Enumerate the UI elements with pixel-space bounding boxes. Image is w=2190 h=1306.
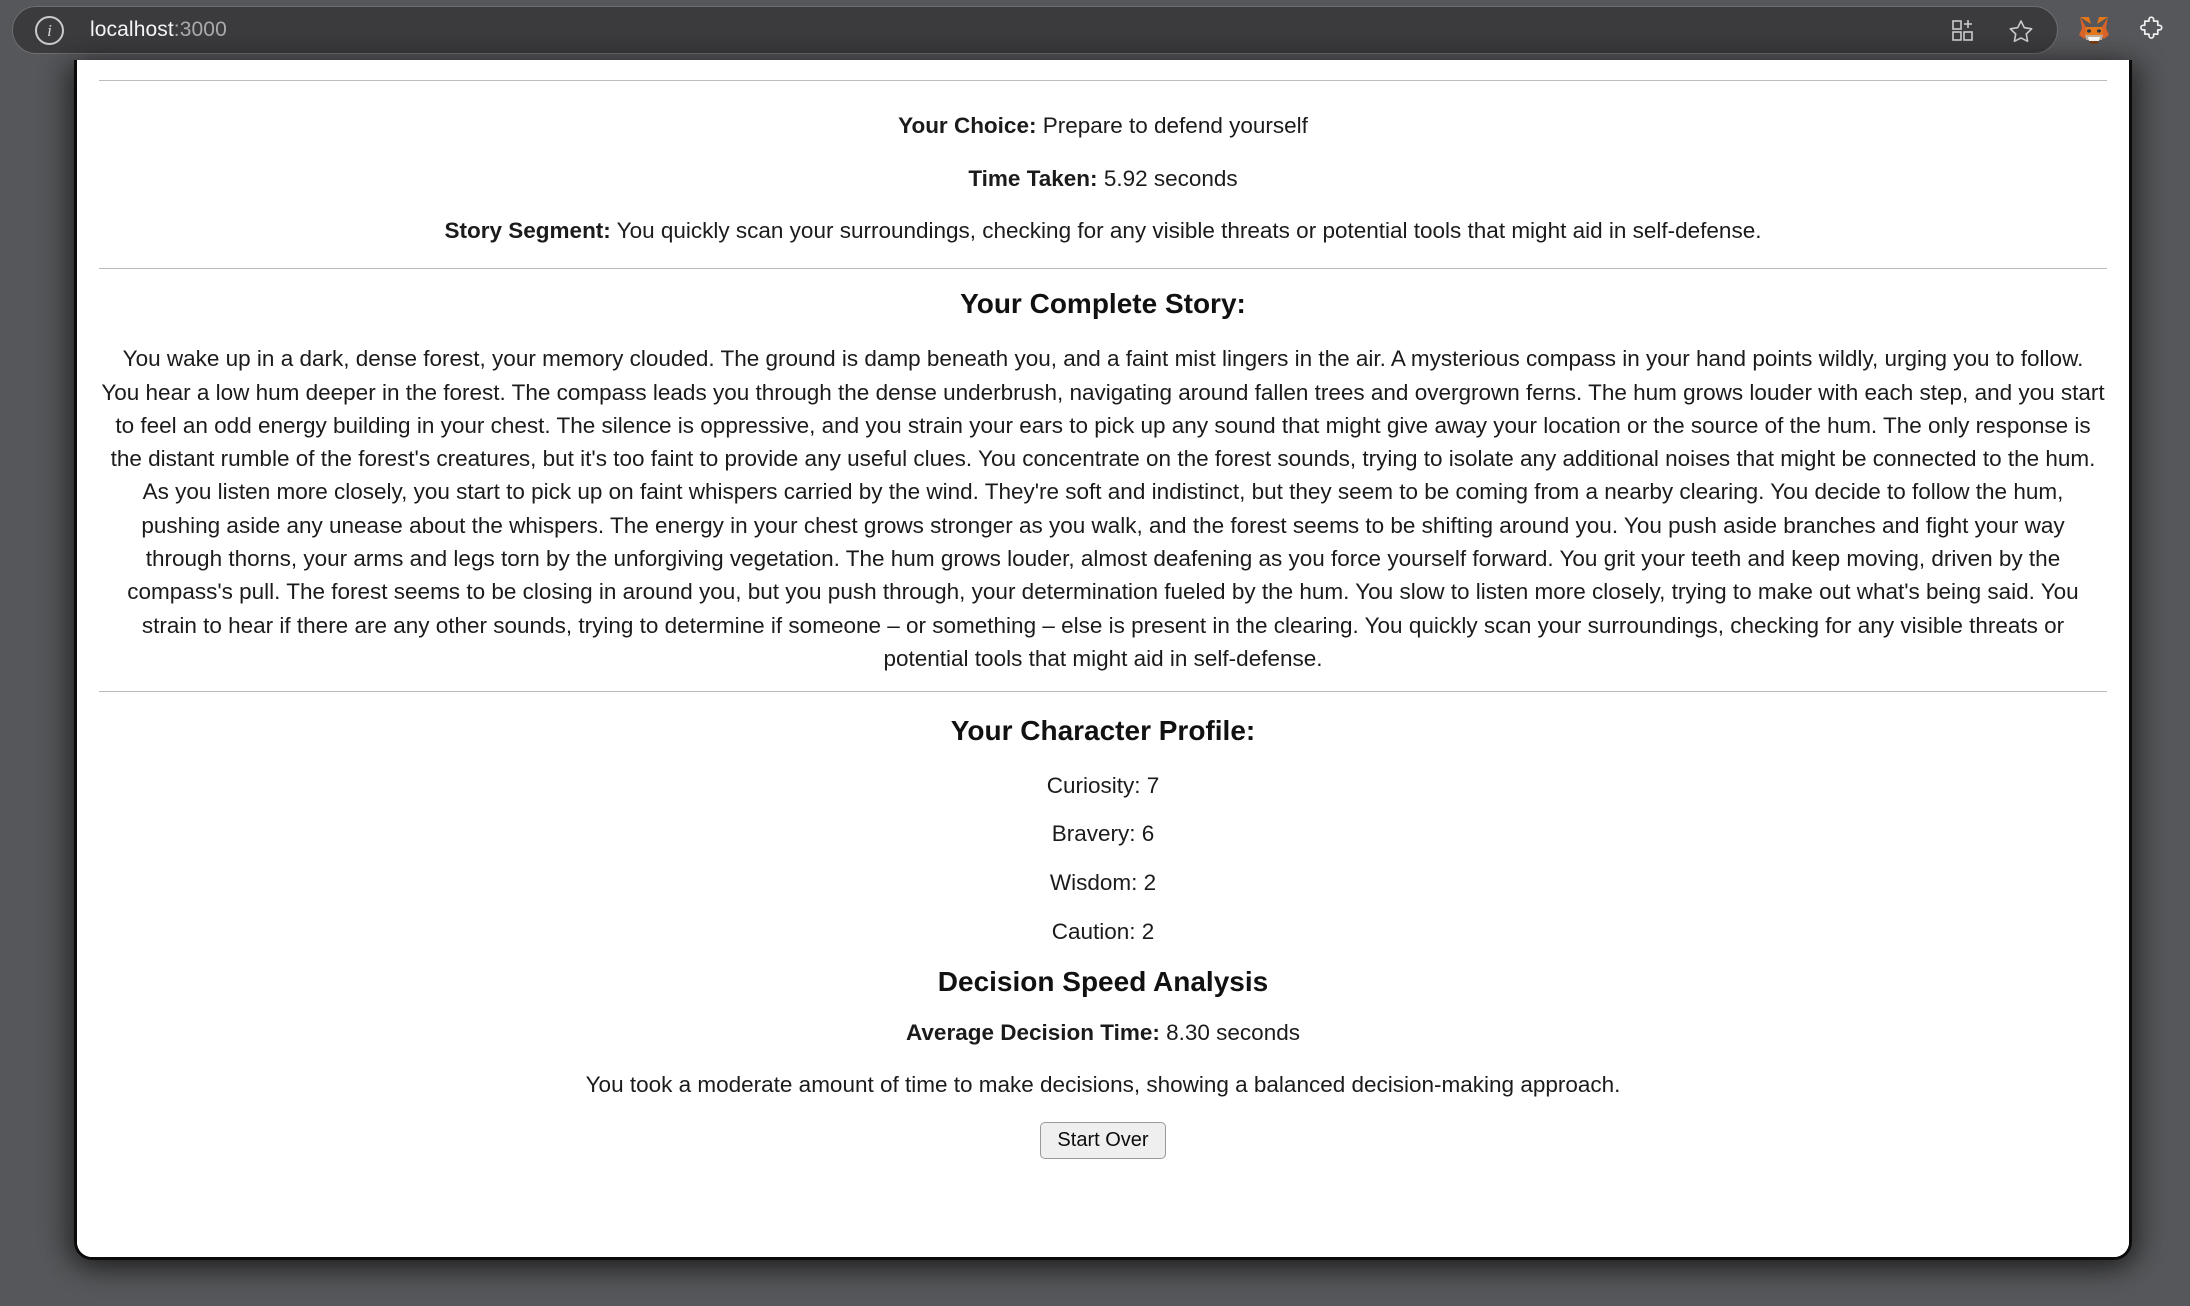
story-result-page: [77, 60, 2129, 1257]
extensions-puzzle-icon[interactable]: [2138, 16, 2166, 44]
time-taken-label: Time Taken:: [968, 165, 1098, 191]
average-decision-time-value: 8.30 seconds: [1166, 1019, 1300, 1045]
address-bar[interactable]: [12, 6, 2058, 54]
metamask-fox-icon[interactable]: [2078, 15, 2110, 45]
url-port: :3000: [173, 18, 227, 41]
average-decision-time-row: [99, 1017, 2107, 1050]
start-over-container: [99, 1122, 2107, 1159]
character-profile-heading: Your Character Profile:: [950, 715, 1256, 747]
stat-wisdom: Wisdom: 2: [1049, 869, 1157, 895]
start-over-button[interactable]: Start Over: [1040, 1122, 1165, 1159]
time-taken-row: [99, 163, 2107, 196]
bookmark-star-icon[interactable]: [2007, 17, 2035, 45]
story-segment-label: Story Segment:: [444, 218, 611, 244]
url-host: localhost: [90, 18, 174, 41]
extension-icons: [2078, 6, 2166, 54]
story-segment-value: You quickly scan your surroundings, checking for any visible threats or potential tools that might aid in self-defense.: [616, 218, 1762, 244]
average-decision-time-label: Average Decision Time:: [906, 1019, 1160, 1045]
decision-speed-heading: Decision Speed Analysis: [937, 966, 1269, 998]
stat-bravery: Bravery: 6: [1051, 821, 1155, 847]
your-choice-value: Prepare to defend yourself: [1042, 113, 1308, 138]
complete-story-text: You wake up in a dark, dense forest, your memory clouded. The ground is damp beneath you, and a faint mist lingers in the air. A mysterious compass in your hand points wildly, urging you to follow. You hear a low hum deeper in the forest. The compass leads you through the dense underbrush, navigating around fallen trees and overgrown ferns. The hum grows louder with each step, and you start to feel an odd energy building in your chest. The silence is oppressive, and you strain your ears to pick up any sound that might give away your location or the source of the hum. The only response is the distant rumble of the forest's creatures, but it's too faint to provide any useful clues. You concentrate on the forest sounds, trying to isolate any additional noises that might be connected to the hum. As you listen more closely, you start to pick up on faint whispers carried by the wind. They're soft and indistinct, but they seem to be coming from a nearby clearing. You decide to follow the hum, pushing aside any unease about the whispers. The energy in your chest grows stronger as you walk, and the forest seems to be shifting around you. You push aside branches and fight your way through thorns, your arms and legs torn by the unforgiving vegetation. The hum grows louder, almost deafening as you force yourself forward. You grit your teeth and keep moving, driven by the compass's pull. The forest seems to be closing in around you, but you push through, your determination fueled by the hum. You slow to listen more closely, trying to make out what's being said. You strain to hear if there are any other sounds, trying to determine if someone – or something – else is present in the clearing. You quickly scan your surroundings, checking for any visible threats or potential tools that might aid in self-defense.: [101, 346, 2105, 671]
complete-story-heading: Your Complete Story:: [960, 287, 1246, 319]
browser-toolbar: [0, 0, 2190, 60]
browser-viewport: [74, 60, 2132, 1260]
your-choice-label: Your Choice:: [898, 113, 1037, 138]
your-choice-row: [99, 110, 2107, 143]
time-taken-value: 5.92 seconds: [1103, 165, 1238, 191]
add-block-icon[interactable]: [1949, 17, 1977, 45]
decision-speed-summary: You took a moderate amount of time to make decisions, showing a balanced decision-making approach.: [585, 1072, 1621, 1098]
stat-curiosity: Curiosity: 7: [1046, 772, 1160, 798]
info-icon[interactable]: i: [35, 16, 64, 45]
address-bar-actions: [1949, 7, 2035, 55]
address-bar-url: [90, 18, 227, 42]
stat-caution: Caution: 2: [1051, 918, 1155, 944]
story-segment-row: [99, 215, 2107, 248]
